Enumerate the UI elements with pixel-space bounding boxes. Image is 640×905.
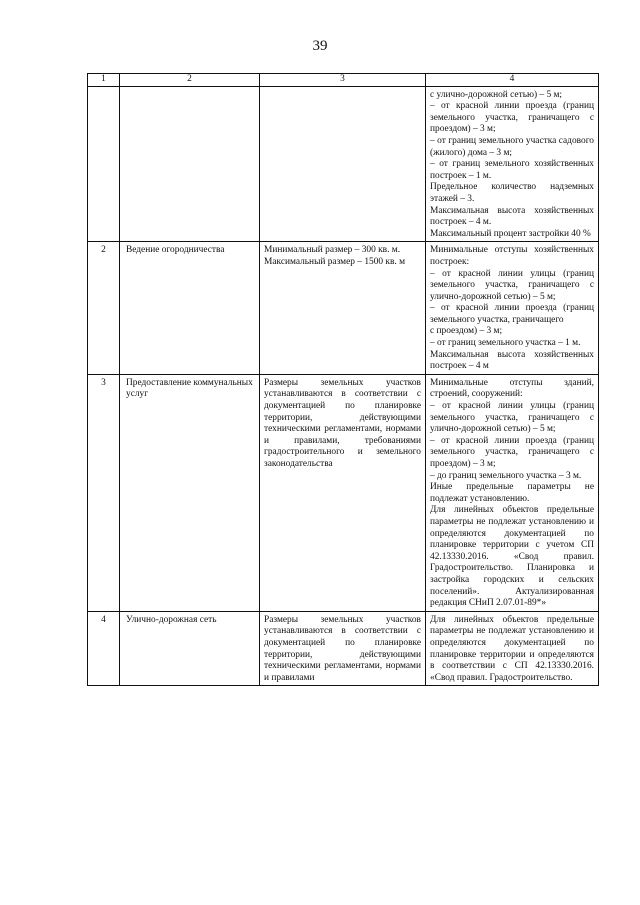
land-use-type: Улично-дорожная сеть [120, 611, 260, 686]
building-parameters [426, 242, 599, 375]
parameter-line: Иные предельные параметры не подлежат установлению. [430, 482, 594, 504]
table-row [88, 242, 599, 375]
building-parameters [426, 86, 599, 242]
land-use-type: Предоставление коммунальных услуг [120, 374, 260, 611]
parameter-line: – от красной линии улицы (границ земельного участка, граничащего с улично-дорожной сетью) – 5 м; [430, 401, 594, 435]
table-row [88, 611, 599, 686]
parameter-line: – от красной линии проезда (границ земельного участка, граничащего с проездом) – 3 м; [430, 435, 594, 469]
header-col-3: 3 [260, 74, 426, 87]
parameter-line: Для линейных объектов предельные параметры не подлежат установлению и определяются документацией по планировке территории и определяются в соответствии с СП 42.13330.2016. «Свод правил. Градостроительство. [430, 614, 594, 683]
land-use-type [120, 86, 260, 242]
parameter-line: – от красной линии проезда (границ земельного участка, граничащего с проездом) – 3 м; [430, 101, 594, 135]
plot-size-parameters [260, 86, 426, 242]
table-row [88, 86, 599, 242]
table-header-row [88, 74, 599, 87]
parameter-line: – от красной линии проезда (границ земельного участка, граничащего [430, 303, 594, 325]
page-number: 39 [312, 38, 328, 54]
parameter-line: Размеры земельных участков устанавливаются в соответствии с документацией по планировке территории, действующими техническими регламентами, нормами и правилами [264, 614, 421, 683]
header-col-1: 1 [88, 74, 120, 87]
row-number [88, 86, 120, 242]
parameter-line: Для линейных объектов предельные параметры не подлежат установлению и определяются документацией по планировке территории с учетом СП 42.13330.2016. «Свод правил. Градостроительство. Планировка и застройка городских и сельских поселений». Актуализированная редакция СНиП 2.07.01-89*» [430, 505, 594, 609]
parameter-line: – от границ земельного хозяйственных построек – 1 м. [430, 159, 594, 181]
parameter-line: – от границ земельного участка садового (жилого) дома – 3 м; [430, 135, 594, 158]
parameter-line: – до границ земельного участка – 3 м. [430, 470, 582, 481]
parameter-line: Максимальная высота хозяйственных построек – 4 м. [430, 205, 594, 228]
table-row [88, 374, 599, 611]
parameter-line: с проездом) – 3 м; [430, 326, 503, 337]
plot-size-parameters [260, 242, 426, 375]
parameter-line: Минимальный размер – 300 кв. м. [264, 245, 401, 256]
parameter-line: Предельное количество надземных этажей – 3. [430, 182, 594, 204]
parameter-line: Максимальный процент застройки 40 % [430, 228, 591, 239]
row-number: 2 [88, 242, 120, 375]
parameter-line: Минимальные отступы зданий, строений, сооружений: [430, 377, 594, 400]
header-col-4: 4 [426, 74, 599, 87]
parameter-line: – от красной линии улицы (границ земельного участка, граничащего с улично-дорожной сетью) – 5 м; [430, 268, 594, 302]
building-parameters [426, 611, 599, 686]
plot-size-parameters [260, 374, 426, 611]
parameter-line: Размеры земельных участков устанавливаются в соответствии с документацией по планировке территории, действующими техническими регламентами, нормами и правилами, требованиями градостроительного и земельного законодательства [264, 377, 421, 469]
parameter-line: Максимальный размер – 1500 кв. м [264, 256, 406, 267]
parameter-line: Максимальная высота хозяйственных построек – 4 м [430, 349, 594, 372]
parameter-line: – от границ земельного участка – 1 м. [430, 338, 581, 349]
row-number: 3 [88, 374, 120, 611]
building-parameters [426, 374, 599, 611]
land-use-type: Ведение огородничества [120, 242, 260, 375]
parameter-line: Минимальные отступы хозяйственных построек: [430, 245, 594, 267]
plot-size-parameters [260, 611, 426, 686]
row-number: 4 [88, 611, 120, 686]
header-col-2: 2 [120, 74, 260, 87]
parameter-line: с улично-дорожной сетью) – 5 м; [430, 89, 563, 100]
regulations-table [87, 73, 599, 686]
